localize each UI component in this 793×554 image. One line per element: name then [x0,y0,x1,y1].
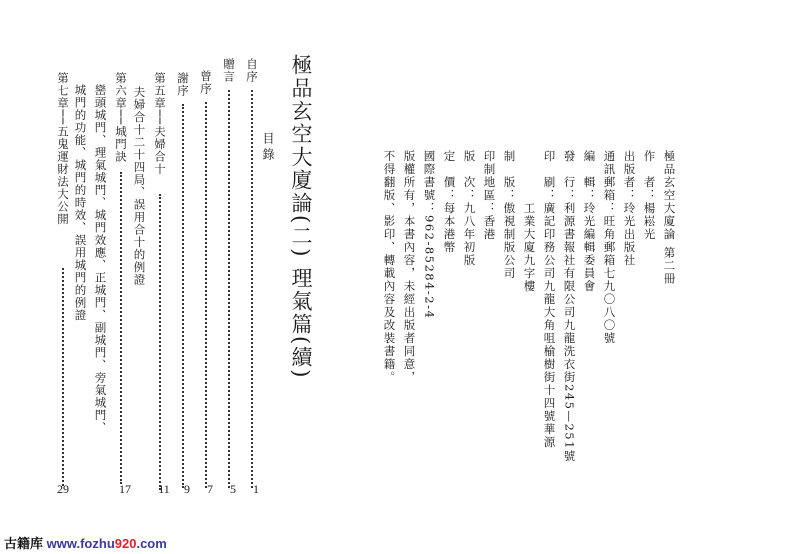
colophon-line: 作 者：楊崧光 [642,150,657,241]
colophon-line: 印制地區：香港 [482,150,497,241]
colophon-line: 制 版：傲視制版公司 [502,150,517,280]
toc-entry-label: 第六章──城門訣 [114,72,128,163]
toc-entry-label: 第五章──夫婦合十 [153,72,167,176]
leader-dots [159,194,161,490]
toc-page-number: 11 [158,482,170,496]
footer-watermark [0,536,793,554]
toc-entry[interactable] [55,72,73,508]
colophon-line: 國際書號：962-85284-2-4 [422,150,437,320]
site-url-part: www.fozhu [46,536,115,551]
site-url-part: .com [136,536,167,551]
toc-sub-line: 夫婦合十二十四局、誤用合十的例證 [132,86,147,286]
toc-entry[interactable] [113,72,131,508]
toc-entry[interactable] [244,58,262,494]
toc-entry-label: 自序 [245,58,259,83]
toc-page-number: 5 [230,482,236,496]
colophon-line: 版權所有，本書內容，未經出版者同意， [402,150,417,384]
toc-page-number: 7 [207,482,213,496]
toc-page-number: 1 [253,482,259,496]
toc-entry[interactable] [221,58,239,494]
toc-entry[interactable] [175,72,193,508]
toc-sub-line: 巒頭城門、理氣城門、城門效應、正城門、副城門、旁氣城門、 [93,84,108,434]
colophon-line: 不得翻版、影印、轉載內容及改裝書籍。 [382,150,397,384]
colophon-line: 極品玄空大廈論 第二冊 [662,150,677,286]
book-title: 極品玄空大廈論(二) 理氣篇(續) [289,54,313,380]
colophon-line: 編 輯：玲光編輯委員會 [582,150,597,293]
toc-page-number: 29 [57,482,69,496]
toc-heading: 目錄 [261,132,275,164]
toc-page-number: 9 [184,482,190,496]
toc-entry[interactable] [152,72,170,508]
leader-dots [62,268,64,486]
leader-dots [251,90,253,488]
leader-dots [120,172,122,484]
site-name: 古籍库 [4,536,44,551]
toc-entry-label: 第七章──五鬼運財法大公開 [56,72,70,226]
toc-entry-label: 謝序 [176,72,190,97]
leader-dots [182,104,184,488]
toc-entry-label: 贈言 [222,58,236,83]
colophon-line: 定 價：每本港幣 [442,150,457,254]
watermark-text[interactable] [4,533,167,552]
colophon-line: 印 刷：廣記印務公司九龍大角咀榆樹街十四號華源 [542,150,557,449]
colophon-line: 版 次：九八年初版 [462,150,477,267]
toc-entry-label: 曾序 [199,70,213,95]
colophon-line: 出版者：玲光出版社 [622,150,637,267]
toc-sub-line: 城門的功能、城門的時效、誤用城門的例證 [73,84,88,322]
colophon-line: 發 行：利源書報社有限公司九龍洗衣街245—251號 [562,150,577,463]
colophon-line: 通訊郵箱：旺角郵箱七九〇八〇號 [602,150,617,345]
site-url-part: 920 [114,536,137,551]
toc-page-number: 17 [119,482,131,496]
colophon-line: 工業大廈九字樓 [522,150,537,293]
leader-dots [205,102,207,488]
toc-entry[interactable] [198,70,216,506]
leader-dots [228,90,230,488]
